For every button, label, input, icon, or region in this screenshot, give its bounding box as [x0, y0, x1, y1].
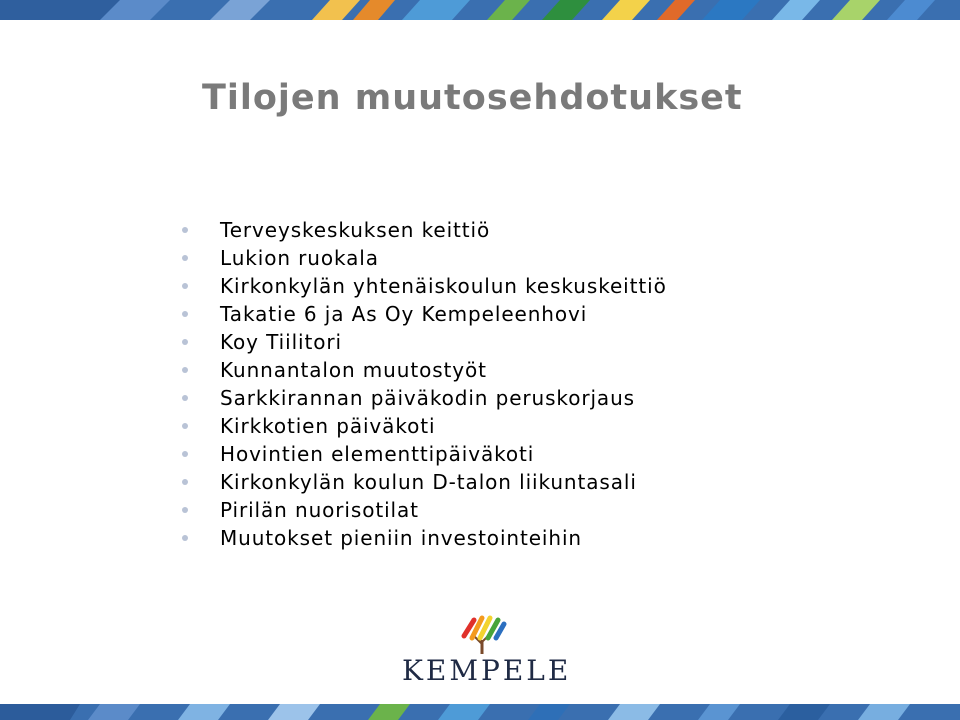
- bullet-item-text: Terveyskeskuksen keittiö: [220, 218, 491, 242]
- bullet-item-text: Koy Tiilitori: [220, 330, 342, 354]
- bullet-dot-icon: [182, 339, 188, 345]
- bullet-dot-icon: [182, 535, 188, 541]
- bullet-item-text: Pirilän nuorisotilat: [220, 498, 419, 522]
- bullet-dot-icon: [182, 255, 188, 261]
- kempele-logo: [402, 612, 572, 688]
- bullet-item-text: Lukion ruokala: [220, 246, 379, 270]
- slide-title: Tilojen muutosehdotukset: [202, 78, 743, 118]
- bullet-dot-icon: [182, 479, 188, 485]
- bullet-item-text: Kirkkotien päiväkoti: [220, 414, 436, 438]
- bullet-dot-icon: [182, 283, 188, 289]
- logo-wordmark: KEMPELE: [402, 654, 572, 687]
- bullet-item-text: Takatie 6 ja As Oy Kempeleenhovi: [220, 302, 588, 326]
- top-decorative-band: [0, 0, 960, 20]
- bullet-item-text: Sarkkirannan päiväkodin peruskorjaus: [220, 386, 635, 410]
- bullet-dot-icon: [182, 311, 188, 317]
- bullet-item-text: Muutokset pieniin investointeihin: [220, 526, 582, 550]
- bullet-dot-icon: [182, 451, 188, 457]
- bullet-dot-icon: [182, 367, 188, 373]
- bullet-dot-icon: [182, 227, 188, 233]
- bullet-item-text: Hovintien elementtipäiväkoti: [220, 442, 535, 466]
- bottom-decorative-band: [0, 704, 960, 720]
- bullet-dot-icon: [182, 423, 188, 429]
- bullet-dot-icon: [182, 395, 188, 401]
- kempele-tree-icon: [452, 612, 512, 656]
- bullet-item-text: Kirkonkylän koulun D-talon liikuntasali: [220, 470, 637, 494]
- bullet-item-text: Kirkonkylän yhtenäiskoulun keskuskeittiö: [220, 274, 667, 298]
- bullet-item-text: Kunnantalon muutostyöt: [220, 358, 487, 382]
- bullet-dot-icon: [182, 507, 188, 513]
